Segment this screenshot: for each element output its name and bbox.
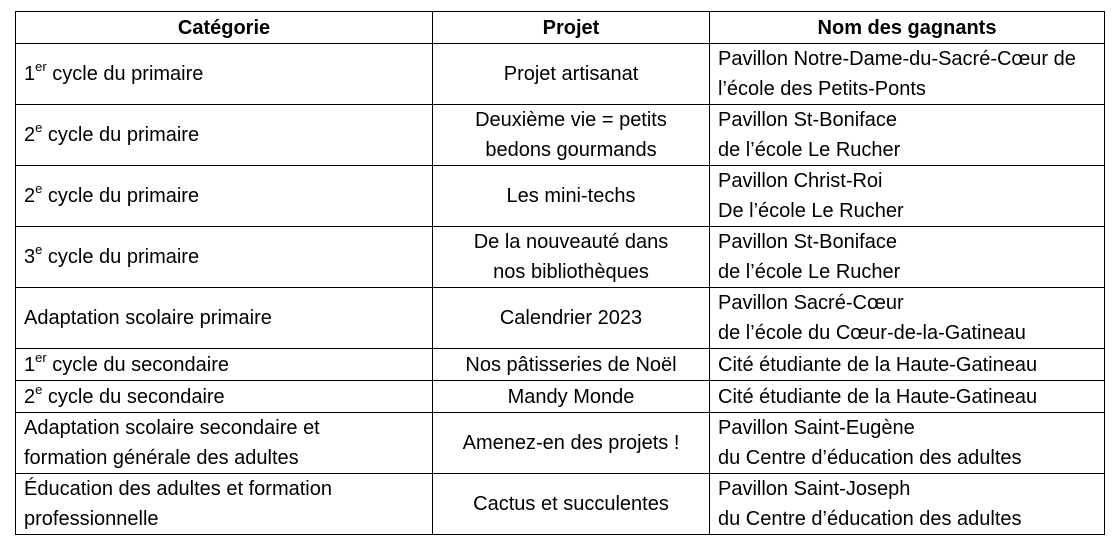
table-row bbox=[16, 288, 1105, 349]
cell-winners bbox=[710, 166, 1105, 227]
table-row bbox=[16, 227, 1105, 288]
category-line bbox=[24, 59, 424, 89]
header-project: Projet bbox=[433, 12, 710, 44]
cell-category bbox=[16, 413, 433, 474]
winners-line: Pavillon St-Boniface bbox=[718, 231, 897, 253]
project-line: bedons gourmands bbox=[485, 139, 657, 161]
winners-line: Pavillon Christ-Roi bbox=[718, 170, 883, 192]
category-text: cycle du primaire bbox=[42, 246, 200, 268]
winners-line: de l’école Le Rucher bbox=[718, 139, 901, 161]
winners-table bbox=[15, 11, 1105, 535]
category-line bbox=[24, 242, 424, 272]
category-line bbox=[24, 382, 424, 412]
category-line bbox=[24, 350, 424, 380]
category-text: cycle du primaire bbox=[42, 124, 200, 146]
cell-project bbox=[433, 105, 710, 166]
cell-winners bbox=[710, 474, 1105, 535]
winners-line: Pavillon St-Boniface bbox=[718, 109, 897, 131]
winners-line: du Centre d’éducation des adultes bbox=[718, 447, 1022, 469]
project-line: Deuxième vie = petits bbox=[475, 109, 667, 131]
cell-project bbox=[433, 227, 710, 288]
project-line: Calendrier 2023 bbox=[499, 307, 643, 329]
category-ordinal-number: 1 bbox=[24, 63, 36, 85]
category-text: Adaptation scolaire primaire bbox=[24, 307, 272, 329]
category-ordinal-number: 1 bbox=[24, 353, 36, 376]
winners-line: De l’école Le Rucher bbox=[718, 200, 904, 222]
category-ordinal-suffix: e bbox=[35, 120, 43, 136]
category-line bbox=[24, 504, 424, 534]
category-text: Éducation des adultes et formation bbox=[24, 478, 332, 500]
table-body bbox=[16, 44, 1105, 535]
project-line: Mandy Monde bbox=[507, 385, 635, 408]
cell-category bbox=[16, 166, 433, 227]
table-row bbox=[16, 381, 1105, 413]
winners-line: Cité étudiante de la Haute-Gatineau bbox=[718, 385, 1038, 408]
winners-line: de l’école Le Rucher bbox=[718, 261, 901, 283]
winners-line: Pavillon Saint-Joseph bbox=[718, 478, 911, 500]
cell-winners bbox=[710, 105, 1105, 166]
cell-winners bbox=[710, 44, 1105, 105]
table-row bbox=[16, 44, 1105, 105]
category-text: formation générale des adultes bbox=[24, 447, 299, 469]
winners-line: Pavillon Saint-Eugène bbox=[718, 417, 915, 439]
project-line: Cactus et succulentes bbox=[473, 493, 669, 515]
winners-line: du Centre d’éducation des adultes bbox=[718, 508, 1022, 530]
category-ordinal-suffix: er bbox=[35, 349, 47, 365]
project-line: Amenez-en des projets ! bbox=[462, 432, 680, 454]
cell-winners bbox=[710, 349, 1105, 381]
category-ordinal-suffix: e bbox=[35, 381, 43, 397]
winners-line: de l’école du Cœur-de-la-Gatineau bbox=[718, 322, 1026, 344]
winners-line: l’école des Petits-Ponts bbox=[718, 78, 926, 100]
cell-winners bbox=[710, 288, 1105, 349]
category-ordinal-number: 3 bbox=[24, 246, 36, 268]
category-text: cycle du primaire bbox=[42, 185, 200, 207]
cell-project bbox=[433, 413, 710, 474]
cell-category bbox=[16, 227, 433, 288]
cell-category bbox=[16, 105, 433, 166]
table-row bbox=[16, 105, 1105, 166]
category-line bbox=[24, 303, 424, 333]
header-winners: Nom des gagnants bbox=[710, 12, 1105, 44]
header-row bbox=[16, 12, 1105, 44]
category-line bbox=[24, 413, 424, 443]
category-text: Adaptation scolaire secondaire et bbox=[24, 417, 320, 439]
cell-category bbox=[16, 288, 433, 349]
cell-winners bbox=[710, 413, 1105, 474]
cell-project bbox=[433, 44, 710, 105]
category-ordinal-suffix: er bbox=[35, 59, 47, 75]
category-line bbox=[24, 474, 424, 504]
cell-winners bbox=[710, 227, 1105, 288]
cell-project bbox=[433, 349, 710, 381]
category-text: cycle du secondaire bbox=[42, 385, 225, 408]
project-line: De la nouveauté dans bbox=[473, 231, 669, 253]
category-ordinal-number: 2 bbox=[24, 185, 36, 207]
category-text: professionnelle bbox=[24, 508, 159, 530]
cell-project bbox=[433, 288, 710, 349]
category-ordinal-suffix: e bbox=[35, 181, 43, 197]
category-ordinal-number: 2 bbox=[24, 124, 36, 146]
project-line: nos bibliothèques bbox=[493, 261, 649, 283]
cell-project bbox=[433, 474, 710, 535]
category-text: cycle du secondaire bbox=[46, 353, 230, 376]
project-line: Les mini-techs bbox=[506, 185, 636, 207]
cell-project bbox=[433, 166, 710, 227]
category-line bbox=[24, 181, 424, 211]
category-line bbox=[24, 120, 424, 150]
category-ordinal-number: 2 bbox=[24, 385, 36, 408]
cell-category bbox=[16, 44, 433, 105]
table-row bbox=[16, 413, 1105, 474]
project-line: Nos pâtisseries de Noël bbox=[465, 353, 677, 376]
project-line: Projet artisanat bbox=[503, 63, 639, 85]
winners-line: Pavillon Sacré-Cœur bbox=[718, 292, 904, 314]
cell-category bbox=[16, 474, 433, 535]
category-ordinal-suffix: e bbox=[35, 242, 43, 258]
category-line bbox=[24, 443, 424, 473]
header-category: Catégorie bbox=[16, 12, 433, 44]
category-text: cycle du primaire bbox=[46, 63, 204, 85]
cell-winners bbox=[710, 381, 1105, 413]
cell-category bbox=[16, 381, 433, 413]
table-row bbox=[16, 166, 1105, 227]
cell-project bbox=[433, 381, 710, 413]
winners-line: Cité étudiante de la Haute-Gatineau bbox=[718, 353, 1038, 376]
table-row bbox=[16, 349, 1105, 381]
winners-line: Pavillon Notre-Dame-du-Sacré-Cœur de bbox=[718, 48, 1076, 70]
table-row bbox=[16, 474, 1105, 535]
cell-category bbox=[16, 349, 433, 381]
